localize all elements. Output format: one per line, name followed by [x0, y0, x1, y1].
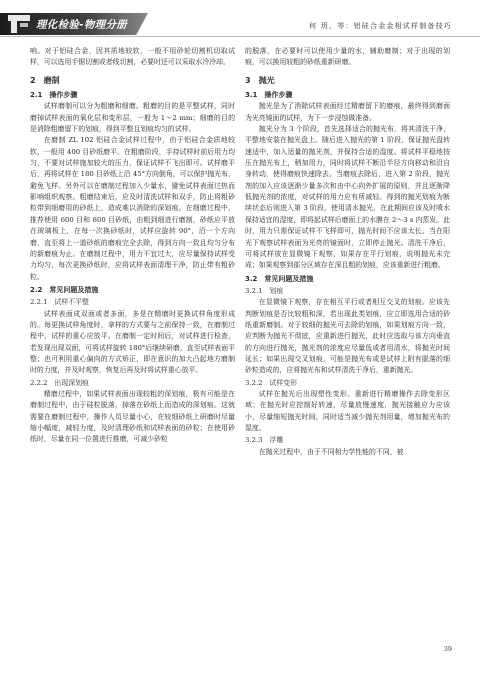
- subsection-heading: 3.1 操作步骤: [245, 91, 293, 100]
- subsubsection-heading: 2.2.2 出现深划痕: [30, 378, 89, 387]
- page-header: [0, 0, 480, 40]
- subsubsection-heading: 2.2.1 试样不平整: [30, 298, 89, 307]
- subsection-heading: 3.2 常见问题及措施: [245, 274, 314, 283]
- paragraph: 精磨过程中，如果试样表面出现较粗的深划痕，极有可能是在磨制过程中，由于硅粒脱落，掉落在砂纸上而造成的深划痕。这就需要在磨制过程中，操作人员尽量小心，在较细砂纸上研磨时尽量缩小幅度，减轻力度，及时清理砂纸和试样表面的砂粒；在使用砂纸时，尽量在同一位置进行推磨，可减少砂粒: [30, 389, 235, 444]
- section-heading: 2 磨制: [30, 75, 60, 85]
- running-head: 何 玥，等：铝硅合金金相试样制备技巧: [309, 22, 452, 30]
- paragraph: 在磨制 ZL 102 铝硅合金试样过程中，由于铝硅合金质地较软，一般用 400 目砂纸磨平。在粗磨阶段，手持试样时前后用力均匀，不要对试样施加较大的压力，保证试样不飞出即可。试样磨平后，再将试样在 180 目砂纸上沿 45°方向倒角，可以保护抛光布，避免飞样。另外可以在磨制过程加入少量水，避免试样表面过热而影响组织观察。粗磨结束后，应及时清洗试样和双手，防止将粗砂粒带到细磨用的砂纸上，造成难以消除的深划痕。在细磨过程中，推荐使用 600 目和 800 目砂纸，由粗到细进行磨制，砂纸应平放在玻璃板上，在每一次换砂纸时，试样应旋转 90°，沿一个方向磨，直至将上一道砂纸的磨痕完全去除，得到方向一致且均匀分布的新磨痕为止。在磨制过程中，用力不宜过大，应尽量保持试样受力均匀，每次更换砂纸时，应将试样表面清理干净，防止带有粗砂粒。: [30, 136, 235, 281]
- paragraph: 抛光分为 3 个阶段，首先选择适合的抛光布，将其清洗干净，平整地安装在抛光盘上。随后进入抛光的第 1 阶段，保证抛光盘转速适中，加入适量的抛光剂，并保持合适的湿度。将试样平稳地按压在抛光布上，稍加用力，同时将试样不断沿半径方向移动和沿自身转动，使得磨痕快速除去。当磨痕去除后，进入第 2 阶段，抛光剂的加入应该逐渐少量多次和由中心向外扩展的原则，并且逐渐降低抛光剂的浓度，对试样的用力应有所减轻。得到的抛光划痕为断续状态后则进入第 3 阶段，使用清水抛光，在此期间应该及时喷水保持适宜的湿度，即将起试样后磨面上的水膜在 2～3 s 内蒸发。此时，用力只需保证试样不飞样即可，抛光时间不应该太长。当在阳光下观察试样表面为光亮的镜面时，立即停止抛光。清洗干净后，可将试样放在显微镜下观察，如果存在平行划痕，说明抛光未完成；如果观察到部分区域存在深且粗的划痕，应该重新进行粗磨。: [245, 125, 450, 270]
- journal-title: 理化检验-物理分册: [36, 19, 128, 31]
- page-number: 39: [443, 645, 452, 653]
- paragraph: 在抛光过程中，由于不同相力学性能的不同，被: [258, 447, 404, 456]
- paragraph: 在显微镜下观察，存在相互平行或者相互交叉的划痕。应该先判断划痕是否比较粗和深，若出现此类划痕，应立即选用合适的砂纸重新磨制。对于较细的抛光可去除的划痕，如果划痕方向一致，应判断为抛光不彻底，应重新进行抛光，此时应选取与该方向垂直的方向进行抛光，抛光剂的浓度应尽量低或者用清水，将抛光时间延长；如果出现交叉划痕，可能是抛光布或是试样上附有脱落的细砂粒造成的，应将抛光布和试样清洗干净后，重新抛光。: [245, 298, 450, 375]
- left-column: [30, 46, 235, 446]
- paragraph: 试样在抛光后出现塑性变形。重新进行精磨操作去除变形区域；在抛光时应控制好转速，尽量放慢速度，抛光接触应力应该小，尽量缩短抛光时间，同时适当减少抛光剂用量，增加抛光布的湿度。: [245, 389, 450, 432]
- right-column: [245, 46, 450, 458]
- subsubsection-heading: 3.2.1 划痕: [245, 286, 284, 295]
- paragraph: 的脱落，在必要时可以使用少量的水，辅助磨制；对于出现的划痕，可以换用较粗的砂纸重新研磨。: [245, 47, 450, 67]
- paragraph: 试样表面成双面或者多面，多是在精磨时更换试样角度形成的。每更换试样角度时，拿样的方式要与之前保持一致，在磨制过程中，试样的重心应放平。在磨制一定时间后，对试样进行检查，若发现出现双面，可将试样旋转 180°后继续研磨，直至试样表面平整；也可利用重心偏向的方式矫正，即在意识的加大凸起地方磨制时的力度，并及时观察，恢复后再及时将试样重心放平。: [30, 309, 235, 375]
- paragraph: 抛光是为了消除试样表面经过精磨留下的磨痕，最终得到磨面为光亮镜面的试样，为下一步浸蚀做准备。: [245, 102, 450, 122]
- header-divider: [0, 36, 480, 37]
- paragraph: 响。对于铝硅合金，因其质地较软，一般不用砂轮切割机切取试样，可以选用手锯切割或者线切割，必要时还可以采取水冷冷却。: [30, 47, 235, 67]
- subsection-heading: 2.1 操作步骤: [30, 91, 78, 100]
- subsection-heading: 2.2 常见问题及措施: [30, 285, 99, 294]
- journal-logo-icon: [8, 15, 30, 33]
- section-heading: 3 抛光: [245, 75, 275, 85]
- subsubsection-heading: 3.2.3 浮雕: [245, 436, 284, 445]
- subsubsection-heading: 3.2.2 试样变形: [245, 378, 297, 387]
- paragraph: 试样磨制可以分为粗磨和细磨。粗磨的目的是平整试样，同时磨掉试样表面的氧化层和变形层，一般为 1～2 mm；细磨的目的是消除粗磨留下的划痕，得到平整且划痕均匀的试样。: [30, 102, 235, 134]
